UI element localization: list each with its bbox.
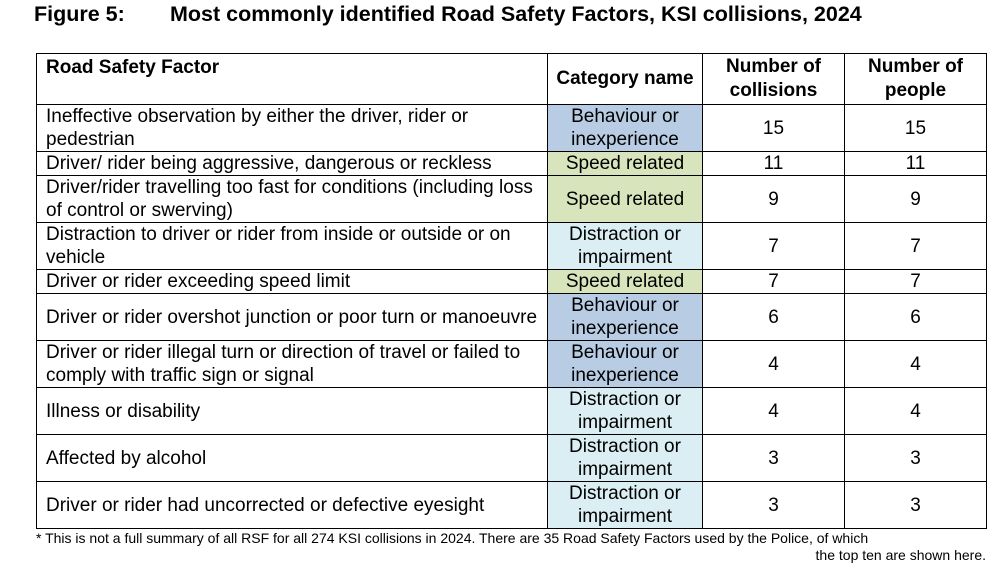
cell-category-name: Speed related bbox=[548, 270, 703, 294]
cell-number-of-people: 15 bbox=[845, 105, 987, 152]
cell-road-safety-factor: Driver or rider illegal turn or direction of travel or failed to comply with traffic sign or signal bbox=[37, 341, 548, 388]
header-number-of-collisions: Number of collisions bbox=[703, 54, 845, 105]
table-row bbox=[37, 294, 987, 341]
header-category-name: Category name bbox=[548, 54, 703, 105]
cell-category-name: Speed related bbox=[548, 176, 703, 223]
cell-number-of-collisions: 3 bbox=[703, 435, 845, 482]
cell-number-of-collisions: 15 bbox=[703, 105, 845, 152]
table-row bbox=[37, 341, 987, 388]
cell-number-of-collisions: 7 bbox=[703, 270, 845, 294]
cell-number-of-collisions: 4 bbox=[703, 388, 845, 435]
road-safety-factors-table bbox=[36, 53, 987, 529]
cell-number-of-collisions: 11 bbox=[703, 152, 845, 176]
cell-category-name: Speed related bbox=[548, 152, 703, 176]
table-row bbox=[37, 388, 987, 435]
cell-number-of-people: 4 bbox=[845, 341, 987, 388]
cell-category-name: Behaviour or inexperience bbox=[548, 105, 703, 152]
cell-number-of-people: 3 bbox=[845, 435, 987, 482]
footnote-line-2: the top ten are shown here. bbox=[815, 547, 986, 563]
table-body bbox=[37, 105, 987, 529]
cell-road-safety-factor: Driver/rider travelling too fast for conditions (including loss of control or swerving) bbox=[37, 176, 548, 223]
cell-number-of-people: 4 bbox=[845, 388, 987, 435]
footnote-line-1: * This is not a full summary of all RSF for all 274 KSI collisions in 2024. There are 35 Road Safety Factors used by the Police, of which bbox=[36, 530, 869, 546]
figure-label: Figure 5: bbox=[34, 2, 125, 26]
footnote bbox=[36, 530, 986, 564]
cell-number-of-people: 6 bbox=[845, 294, 987, 341]
cell-category-name: Behaviour or inexperience bbox=[548, 341, 703, 388]
cell-road-safety-factor: Driver or rider had uncorrected or defective eyesight bbox=[37, 482, 548, 529]
cell-road-safety-factor: Driver or rider exceeding speed limit bbox=[37, 270, 548, 294]
cell-number-of-collisions: 7 bbox=[703, 223, 845, 270]
table-row bbox=[37, 105, 987, 152]
table-row bbox=[37, 176, 987, 223]
table-row bbox=[37, 270, 987, 294]
table-row bbox=[37, 435, 987, 482]
cell-category-name: Distraction or impairment bbox=[548, 435, 703, 482]
cell-number-of-people: 11 bbox=[845, 152, 987, 176]
cell-category-name: Distraction or impairment bbox=[548, 482, 703, 529]
cell-road-safety-factor: Illness or disability bbox=[37, 388, 548, 435]
cell-road-safety-factor: Distraction to driver or rider from inside or outside or on vehicle bbox=[37, 223, 548, 270]
cell-road-safety-factor: Affected by alcohol bbox=[37, 435, 548, 482]
figure-title-text: Most commonly identified Road Safety Factors, KSI collisions, 2024 bbox=[170, 2, 862, 26]
cell-category-name: Distraction or impairment bbox=[548, 223, 703, 270]
cell-road-safety-factor: Driver/ rider being aggressive, dangerous or reckless bbox=[37, 152, 548, 176]
table-header-row bbox=[37, 54, 987, 105]
cell-category-name: Behaviour or inexperience bbox=[548, 294, 703, 341]
table-row bbox=[37, 223, 987, 270]
cell-number-of-people: 7 bbox=[845, 270, 987, 294]
cell-road-safety-factor: Ineffective observation by either the driver, rider or pedestrian bbox=[37, 105, 548, 152]
table-row bbox=[37, 152, 987, 176]
cell-number-of-people: 7 bbox=[845, 223, 987, 270]
cell-number-of-collisions: 9 bbox=[703, 176, 845, 223]
cell-category-name: Distraction or impairment bbox=[548, 388, 703, 435]
figure-title bbox=[34, 2, 862, 27]
cell-number-of-people: 3 bbox=[845, 482, 987, 529]
table-row bbox=[37, 482, 987, 529]
header-road-safety-factor: Road Safety Factor bbox=[37, 54, 548, 105]
cell-number-of-collisions: 6 bbox=[703, 294, 845, 341]
header-number-of-people: Number of people bbox=[845, 54, 987, 105]
cell-number-of-people: 9 bbox=[845, 176, 987, 223]
cell-number-of-collisions: 3 bbox=[703, 482, 845, 529]
cell-number-of-collisions: 4 bbox=[703, 341, 845, 388]
cell-road-safety-factor: Driver or rider overshot junction or poor turn or manoeuvre bbox=[37, 294, 548, 341]
